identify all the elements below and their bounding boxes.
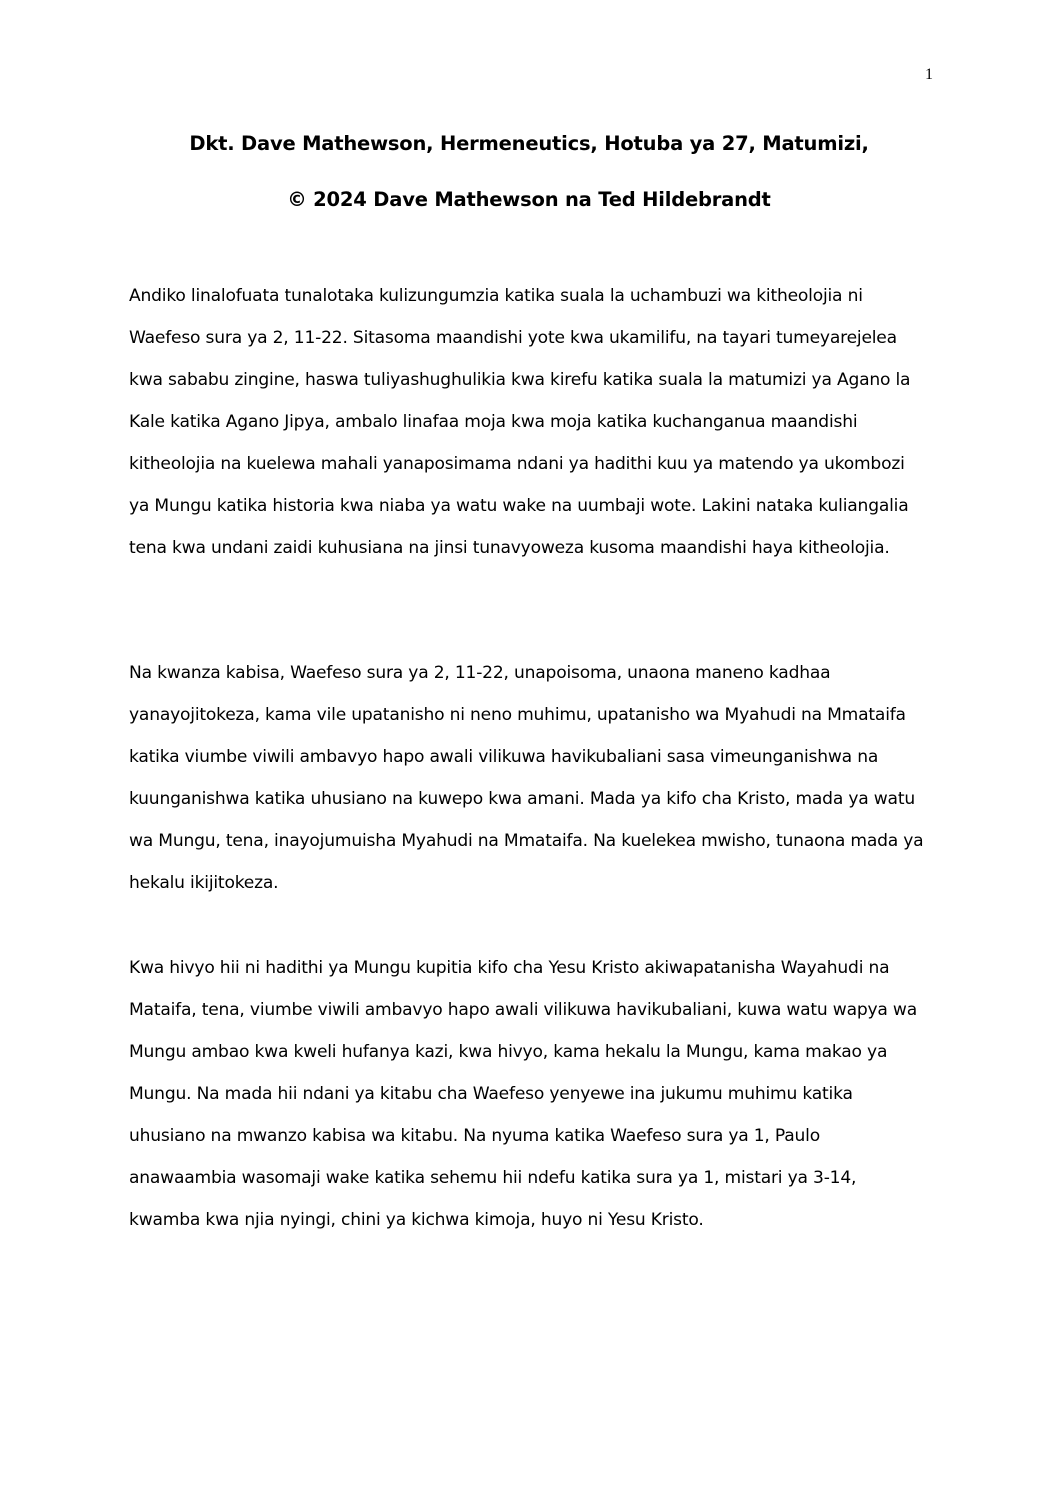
document-title-line-1: Dkt. Dave Mathewson, Hermeneutics, Hotuba ya 27, Matumizi, (189, 132, 869, 155)
document-title-line-2: © 2024 Dave Mathewson na Ted Hildebrandt (287, 188, 771, 211)
body-paragraph-2: Na kwanza kabisa, Waefeso sura ya 2, 11-22, unapoisoma, unaona maneno kadhaa yanayojitokeza, kama vile upatanisho ni neno muhimu, upatanisho wa Myahudi na Mmataifa katika viumbe viwili ambavyo hapo awali vilikuwa havikubaliani sasa vimeunganishwa na kuunganishwa katika uhusiano na kuwepo kwa amani. Mada ya kifo cha Kristo, mada ya watu wa Mungu, tena, inayojumuisha Myahudi na Mmataifa. Na kuelekea mwisho, tunaona mada ya hekalu ikijitokeza. (129, 663, 924, 893)
body-paragraph-3: Kwa hivyo hii ni hadithi ya Mungu kupitia kifo cha Yesu Kristo akiwapatanisha Wayahudi na Mataifa, tena, viumbe viwili ambavyo hapo awali vilikuwa havikubaliani, kuwa watu wapya wa Mungu ambao kwa kweli hufanya kazi, kwa hivyo, kama hekalu la Mungu, kama makao ya Mungu. Na mada hii ndani ya kitabu cha Waefeso yenyewe ina jukumu muhimu katika uhusiano na mwanzo kabisa wa kitabu. Na nyuma katika Waefeso sura ya 1, Paulo anawaambia wasomaji wake katika sehemu hii ndefu katika sura ya 1, mistari ya 3-14, kwamba kwa njia nyingi, chini ya kichwa kimoja, huyo ni Yesu Kristo. (129, 958, 917, 1230)
body-paragraph-1: Andiko linalofuata tunalotaka kulizungumzia katika suala la uchambuzi wa kitheolojia ni Waefeso sura ya 2, 11-22. Sitasoma maandishi yote kwa ukamilifu, na tayari tumeyarejelea kwa sababu zingine, haswa tuliyashughulikia kwa kirefu katika suala la matumizi ya Agano la Kale katika Agano Jipya, ambalo linafaa moja kwa moja katika kuchanganua maandishi kitheolojia na kuelewa mahali yanaposimama ndani ya hadithi kuu ya matendo ya ukombozi ya Mungu katika historia kwa niaba ya watu wake na uumbaji wote. Lakini nataka kuliangalia tena kwa undani zaidi kuhusiana na jinsi tunavyoweza kusoma maandishi haya kitheolojia. (129, 286, 911, 558)
page-number: 1 (925, 66, 933, 83)
